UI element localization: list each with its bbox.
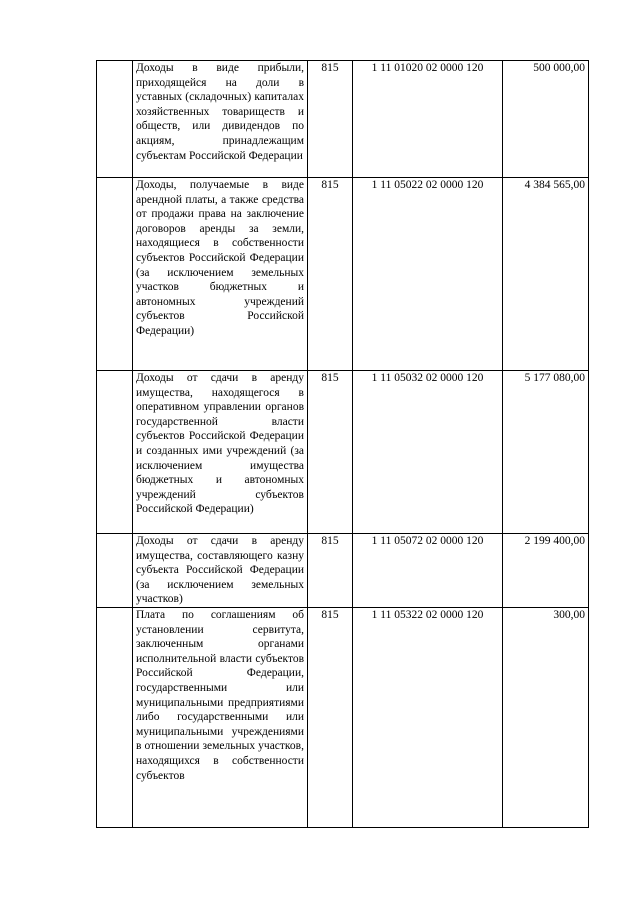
description-cell: Доходы в виде прибыли, приходящейся на доли в уставных (складочных) капиталах хозяйственных товариществ и обществ, или дивидендов по акциям, принадлежащим субъектам Российской Федерации [133,61,308,178]
amount-cell: 5 177 080,00 [503,371,589,534]
admin-code-cell: 815 [308,534,353,608]
row-number-cell [97,371,133,534]
row-number-cell [97,61,133,178]
kbk-code-cell: 1 11 05072 02 0000 120 [353,534,503,608]
table-row [97,534,589,608]
kbk-code-cell: 1 11 05322 02 0000 120 [353,607,503,827]
description-cell: Доходы от сдачи в аренду имущества, составляющего казну субъекта Российской Федерации (за исключением земельных участков) [133,534,308,608]
row-number-cell [97,607,133,827]
revenue-table [96,60,589,828]
row-number-cell [97,534,133,608]
kbk-code-cell: 1 11 05032 02 0000 120 [353,371,503,534]
table-row [97,371,589,534]
table-row [97,61,589,178]
admin-code-cell: 815 [308,61,353,178]
amount-cell: 4 384 565,00 [503,178,589,371]
description-cell: Доходы от сдачи в аренду имущества, находящегося в оперативном управлении органов государственной власти субъектов Российской Федерации и созданных ими учреждений (за исключением имущества бюджетных и автономных учреждений субъектов Российской Федерации) [133,371,308,534]
table-row [97,178,589,371]
kbk-code-cell: 1 11 05022 02 0000 120 [353,178,503,371]
kbk-code-cell: 1 11 01020 02 0000 120 [353,61,503,178]
amount-cell: 2 199 400,00 [503,534,589,608]
row-number-cell [97,178,133,371]
amount-cell: 500 000,00 [503,61,589,178]
admin-code-cell: 815 [308,371,353,534]
amount-cell: 300,00 [503,607,589,827]
description-cell: Доходы, получаемые в виде арендной платы, а также средства от продажи права на заключение договоров аренды за земли, находящиеся в собственности субъектов Российской Федерации (за исключением земельных участков бюджетных и автономных учреждений субъектов Российской Федерации) [133,178,308,371]
description-cell: Плата по соглашениям об установлении сервитута, заключенным органами исполнительной власти субъектов Российской Федерации, государственными или муниципальными предприятиями либо государственными или муниципальными учреждениями в отношении земельных участков, находящихся в собственности субъектов [133,607,308,827]
admin-code-cell: 815 [308,607,353,827]
admin-code-cell: 815 [308,178,353,371]
table-row [97,607,589,827]
